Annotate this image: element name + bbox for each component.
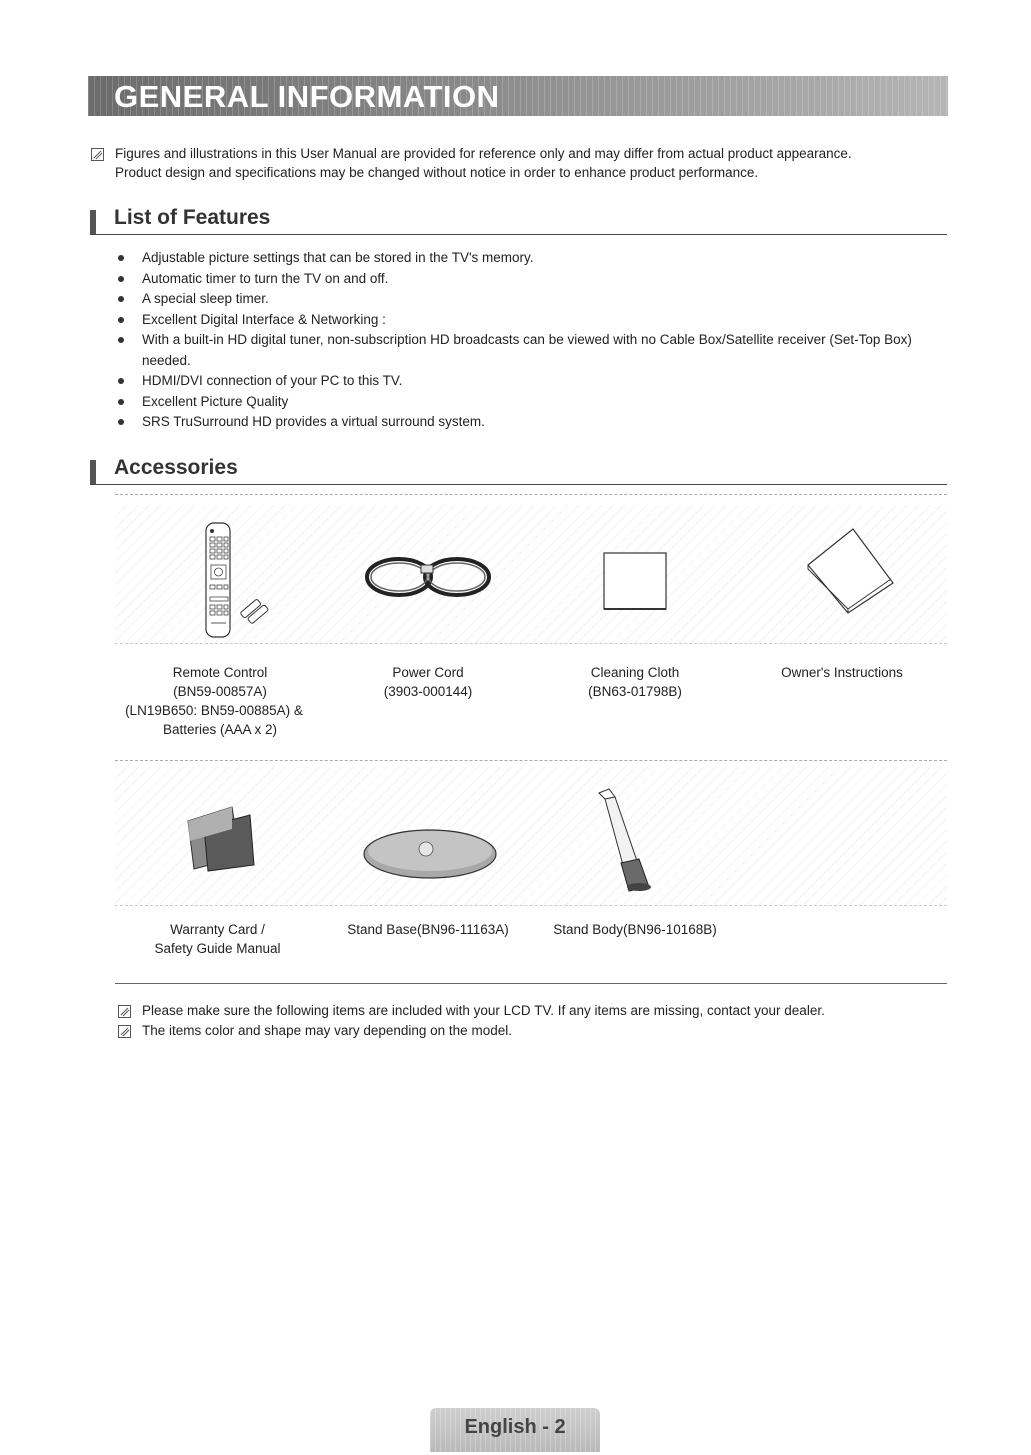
note-icon [91,148,104,161]
feature-item: Adjustable picture settings that can be stored in the TV's memory. [118,248,938,269]
divider [115,983,947,984]
features-heading [90,206,947,235]
caption-line: Warranty Card / [170,922,265,937]
feature-item: With a built-in HD digital tuner, non-subscription HD broadcasts can be viewed with no Cable Box/Satellite receiver (Set-Top Box) needed. [118,330,938,371]
warranty-card-caption [115,920,320,958]
stand-base-illustration [360,823,500,885]
caption-line: Power Cord [392,665,464,680]
warranty-card-illustration [180,801,260,873]
caption-line: Remote Control [172,665,268,680]
feature-item: Excellent Digital Interface & Networking : [118,310,938,331]
remote-control-caption [115,663,325,739]
page-number: English - 2 [464,1416,566,1438]
caption-line: Owner's Instructions [781,665,903,680]
caption-line: (3903-000144) [383,684,473,699]
caption-line: (BN63-01798B) [588,684,682,699]
feature-item: HDMI/DVI connection of your PC to this TV. [118,371,938,392]
accessories-row-2 [115,760,947,907]
cleaning-cloth-caption [535,663,735,701]
heading-bar [90,460,96,484]
feature-item: Excellent Picture Quality [118,392,938,413]
feature-item: Automatic timer to turn the TV on and off. [118,269,938,290]
caption-line: Cleaning Cloth [590,665,680,680]
accessories-row-1 [115,494,947,645]
bottom-note: Please make sure the following items are included with your LCD TV. If any items are missing, contact your dealer. [142,1003,825,1018]
page-title: GENERAL INFORMATION [114,79,500,114]
feature-item: SRS TruSurround HD provides a virtual surround system. [118,412,938,433]
section-banner [88,76,948,116]
intro-note-line: Product design and specifications may be changed without notice in order to enhance product performance. [115,165,759,180]
note-icon [118,1025,131,1038]
accessories-heading [90,456,947,485]
caption-line: Stand Base(BN96-11163A) [347,922,509,937]
bottom-note: The items color and shape may vary depending on the model. [142,1023,512,1038]
features-list [118,248,938,433]
features-title: List of Features [114,206,271,229]
intro-note-line: Figures and illustrations in this User Manual are provided for reference only and may differ from actual product appearance. [115,146,852,161]
feature-item: A special sleep timer. [118,289,938,310]
power-cord-caption [328,663,528,701]
stand-body-illustration [585,787,665,893]
heading-bar [90,210,96,234]
page-footer [430,1408,600,1452]
remote-control-illustration [200,521,275,641]
cleaning-cloth-illustration [600,551,670,613]
intro-note [115,144,945,182]
caption-line: (BN59-00857A) [173,684,267,699]
caption-line: Stand Body(BN96-10168B) [553,922,717,937]
caption-line: Safety Guide Manual [154,941,281,956]
stand-body-caption [535,920,735,939]
caption-line: Batteries (AAA x 2) [162,722,278,737]
caption-line: (LN19B650: BN59-00885A) & [125,703,303,718]
accessories-title: Accessories [114,456,238,479]
owners-instructions-illustration [803,525,898,615]
power-cord-illustration [363,547,493,607]
owners-instructions-caption [742,663,942,682]
note-icon [118,1005,131,1018]
stand-base-caption [328,920,528,939]
